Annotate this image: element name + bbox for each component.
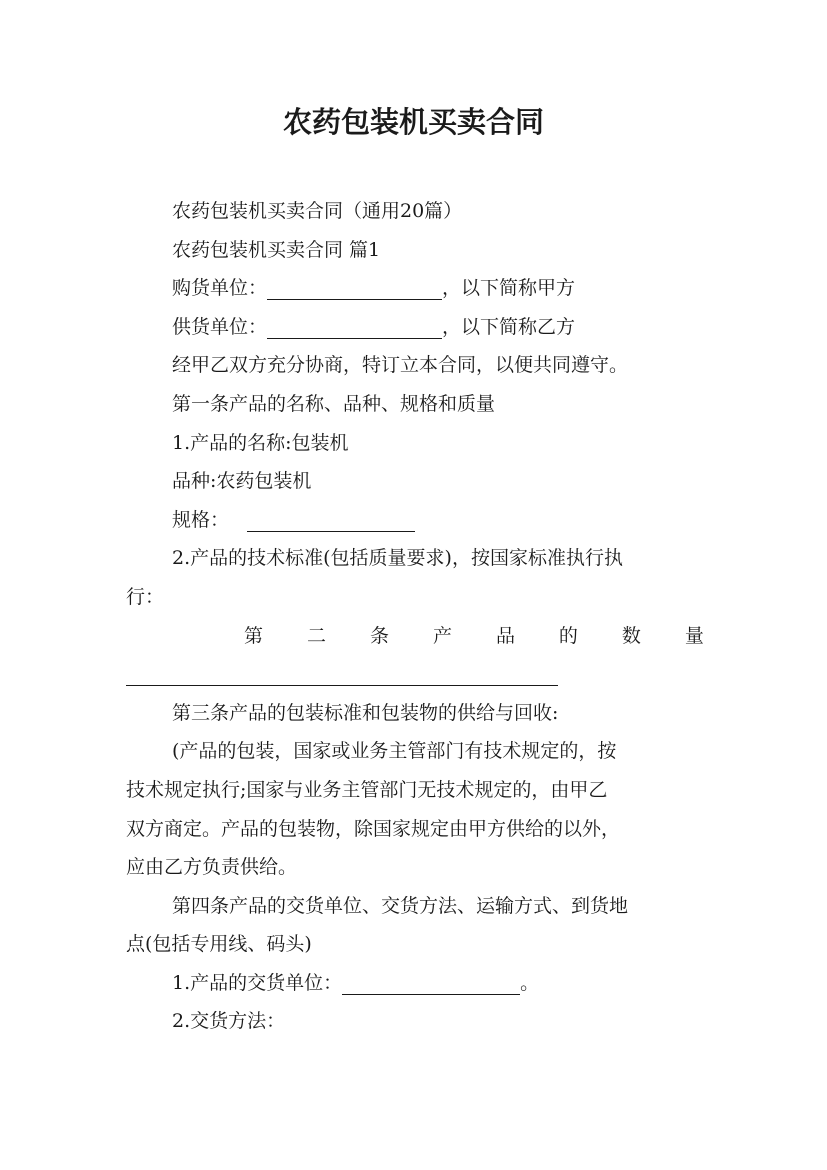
seller-line xyxy=(126,308,704,347)
article4-item2: 2.交货方法： xyxy=(172,1010,286,1033)
seller-suffix: ，以下简称乙方 xyxy=(442,315,576,338)
article2-char: 数 xyxy=(621,624,641,647)
article4-item1 xyxy=(126,964,704,1003)
spec-blank xyxy=(247,505,415,532)
spec-label: 规格： xyxy=(172,508,230,531)
item2-standard-line1: 2.产品的技术标准(包括质量要求)，按国家标准执行执 xyxy=(172,547,623,570)
article2-char: 的 xyxy=(558,624,578,647)
article3-title: 第三条产品的包装标准和包装物的供给与回收: xyxy=(172,701,559,724)
delivery-unit-label: 1.产品的交货单位： xyxy=(172,971,343,994)
item1-spec xyxy=(126,501,704,540)
buyer-label: 购货单位： xyxy=(172,277,268,300)
agreement-text: 经甲乙双方充分协商，特订立本合同，以便共同遵守。 xyxy=(172,354,629,377)
article2-char: 品 xyxy=(495,624,515,647)
article3-line2: 技术规定执行;国家与业务主管部门无技术规定的，由甲乙 xyxy=(126,778,608,801)
article3-line1: (产品的包装，国家或业务主管部门有技术规定的，按 xyxy=(172,740,617,763)
article4-title-line1: 第四条产品的交货单位、交货方法、运输方式、到货地 xyxy=(172,894,629,917)
item1-variety: 品种:农药包装机 xyxy=(172,470,312,493)
article2-char: 产 xyxy=(432,624,452,647)
seller-blank xyxy=(267,312,442,339)
quantity-blank-line xyxy=(126,655,704,694)
item1-name: 1.产品的名称:包装机 xyxy=(172,431,349,454)
buyer-blank xyxy=(267,273,442,300)
subtitle: 农药包装机买卖合同（通用20篇） xyxy=(172,200,463,222)
section-heading: 农药包装机买卖合同 篇1 xyxy=(172,238,381,261)
document-title: 农药包装机买卖合同 xyxy=(282,105,544,139)
buyer-suffix: ，以下简称甲方 xyxy=(442,277,576,300)
article1-title: 第一条产品的名称、品种、规格和质量 xyxy=(172,392,496,415)
document-body xyxy=(126,192,704,1041)
quantity-blank xyxy=(126,659,558,686)
seller-label: 供货单位： xyxy=(172,315,268,338)
article4-title-line2: 点(包括专用线、码头) xyxy=(126,933,312,956)
buyer-line xyxy=(126,269,704,308)
article2-char: 量 xyxy=(684,624,704,647)
article2-char: 二 xyxy=(306,624,326,647)
article2-char: 第 xyxy=(244,624,264,647)
delivery-unit-suffix: 。 xyxy=(520,971,540,994)
delivery-unit-blank xyxy=(342,968,520,995)
article3-line3: 双方商定。产品的包装物，除国家规定由甲方供给的以外， xyxy=(126,817,621,840)
article2-title xyxy=(126,617,704,656)
article3-line4: 应由乙方负责供给。 xyxy=(126,856,298,879)
item2-standard-line2: 行： xyxy=(126,585,165,608)
article2-char: 条 xyxy=(369,624,389,647)
